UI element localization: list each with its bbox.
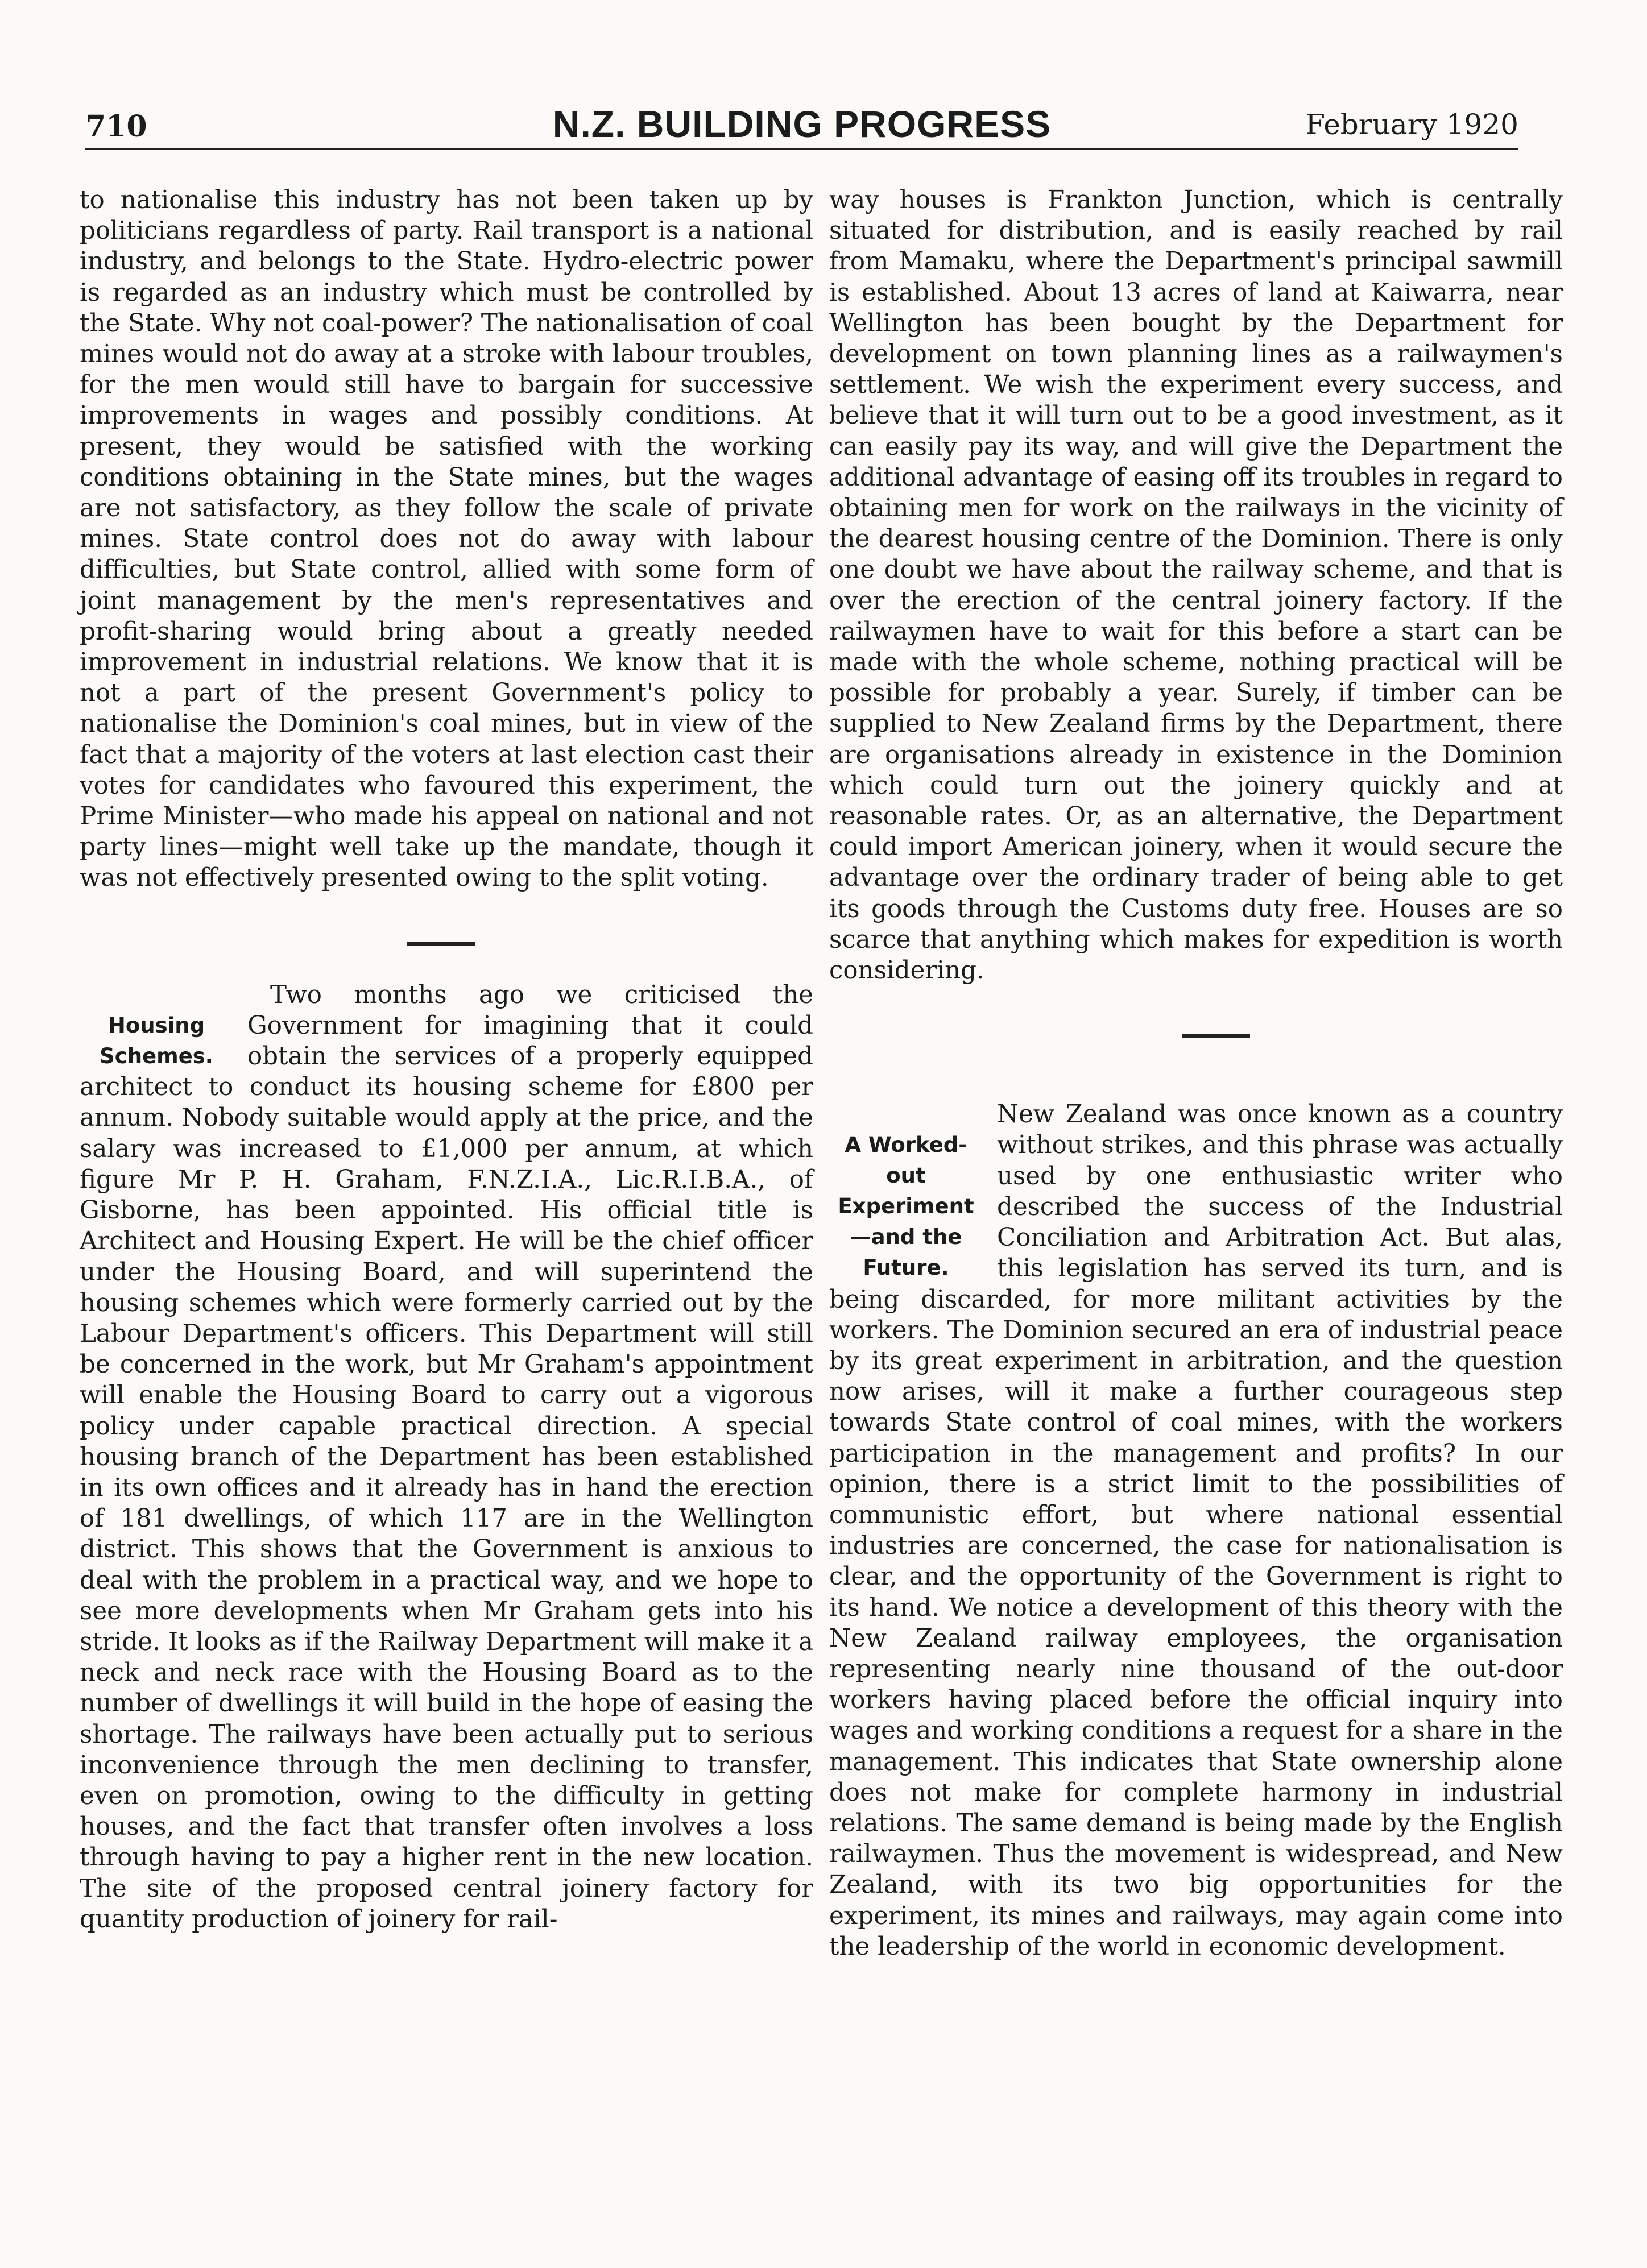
publication-title: N.Z. BUILDING PROGRESS (552, 103, 1052, 145)
nationalisation-continued-paragraph: to nationalise this industry has not been taken up by politicians regardless of party. Rail transport is a national industry, and belongs to the State. Hydro-electric power is regarded as an industry which must be controlled by the State. Why not coal-power? The nationalisation of coal mines would not do away at a stroke with labour troubles, for the men would still have to bargain for successive improvements in wages and possibly conditions. At present, they would be satisfied with the working conditions obtaining in the State mines, but the wages are not satisfactory, as they follow the scale of private mines. State control does not do away with labour difficulties, but State control, allied with some form of joint management by the men's representatives and profit-sharing would bring about a greatly needed improvement in industrial relations. We know that it is not a part of the present Government's policy to nationalise the Dominion's coal mines, but in view of the fact that a majority of the voters at last election cast their votes for candidates who favoured this experiment, the Prime Minister—who made his appeal on national and not party lines—might well take up the mandate, though it was not effectively presented owing to the split voting. (80, 186, 813, 893)
future-side-heading: A Worked-out Experiment—and the Future. (838, 1133, 974, 1280)
left-column (80, 185, 813, 1935)
section-divider (1182, 1034, 1250, 1038)
right-column (829, 185, 1563, 1962)
railway-houses-paragraph: way houses is Frankton Junction, which is centrally situated for distribution, and is easily reached by rail from Mamaku, where the Department's principal sawmill is established. About 13 acres of land at Kaiwarra, near Wellington has been bought by the Department for development on town planning lines as a railwaymen's settlement. We wish the experiment every success, and believe that it will turn out to be a good investment, as it can easily pay its way, and will give the Department the additional advantage of easing off its troubles in regard to obtaining men for work on the railways in the vicinity of the dearest housing centre of the Dominion. There is only one doubt we have about the railway scheme, and that is over the erection of the central joinery factory. If the railwaymen have to wait for this before a start can be made with the whole scheme, nothing practical will be possible for probably a year. Surely, if timber can be supplied to New Zealand firms by the Department, there are organisations already in existence in the Dominion which could turn out the joinery quickly and at reasonable rates. Or, as an alternative, the Department could import American joinery, when it would secure the advantage over the ordinary trader of being able to get its goods through the Customs duty free. Houses are so scarce that anything which makes for expedition is worth considering. (829, 186, 1563, 985)
issue-date: February 1920 (1305, 108, 1518, 141)
future-paragraph: New Zealand was once known as a country without strikes, and this phrase was actually used by one enthusiastic writer who described the success of the Industrial Conciliation and Arbitration Act. But alas, this legislation has served its turn, and is being discarded, for more militant activities by the workers. The Dominion secured an era of industrial peace by its great experiment in arbitration, and the question now arises, will it make a further courageous step towards State control of coal mines, with the workers participation in the management and profits? In our opinion, there is a strict limit to the possibilities of communistic effort, but where national essential industries are concerned, the case for nationalisation is clear, and the opportunity of the Government is right to its hand. We notice a development of this theory with the New Zealand railway employees, the organisation representing nearly nine thousand of the out-door workers having placed before the official inquiry into wages and working conditions a request for a share in the management. This indicates that State ownership alone does not make for complete harmony in industrial relations. The same demand is being made by the English railwaymen. Thus the movement is widespread, and New Zealand, with its two big opportunities for the experiment, its mines and railways, may again come into the leadership of the world in economic development. (829, 1100, 1563, 1961)
housing-paragraph: Two months ago we criticised the Government for imagining that it could obtain the services of a properly equipped architect to conduct its housing scheme for £800 per annum. Nobody suitable would apply at the price, and the salary was increased to £1,000 per annum, at which figure Mr P. H. Graham, F.N.Z.I.A., Lic.R.I.B.A., of Gisborne, has been appointed. His official title is Architect and Housing Expert. He will be the chief officer under the Housing Board, and will superintend the housing schemes which were formerly carried out by the Labour Department's officers. This Department will still be concerned in the work, but Mr Graham's appointment will enable the Housing Board to carry out a vigorous policy under capable practical direction. A special housing branch of the Department has been established in its own offices and it already has in hand the erection of 181 dwellings, of which 117 are in the Wellington district. This shows that the Government is anxious to deal with the problem in a practical way, and we hope to see more developments when Mr Graham gets into his stride. It looks as if the Railway Department will make it a neck and neck race with the Housing Board as to the number of dwellings it will build in the hope of easing the shortage. The railways have been actually put to serious inconvenience through the men declining to transfer, even on promotion, owing to the difficulty in getting houses, and the fact that transfer often involves a loss through having to pay a higher rent in the new location. The site of the proposed central joinery factory for quantity production of joinery for rail- (80, 980, 813, 1934)
housing-section (80, 980, 813, 1935)
page-number: 710 (85, 109, 147, 144)
housing-side-heading: Housing Schemes. (100, 1013, 213, 1068)
future-section (829, 1099, 1563, 1962)
page-header (85, 102, 1518, 150)
section-divider (407, 942, 475, 946)
